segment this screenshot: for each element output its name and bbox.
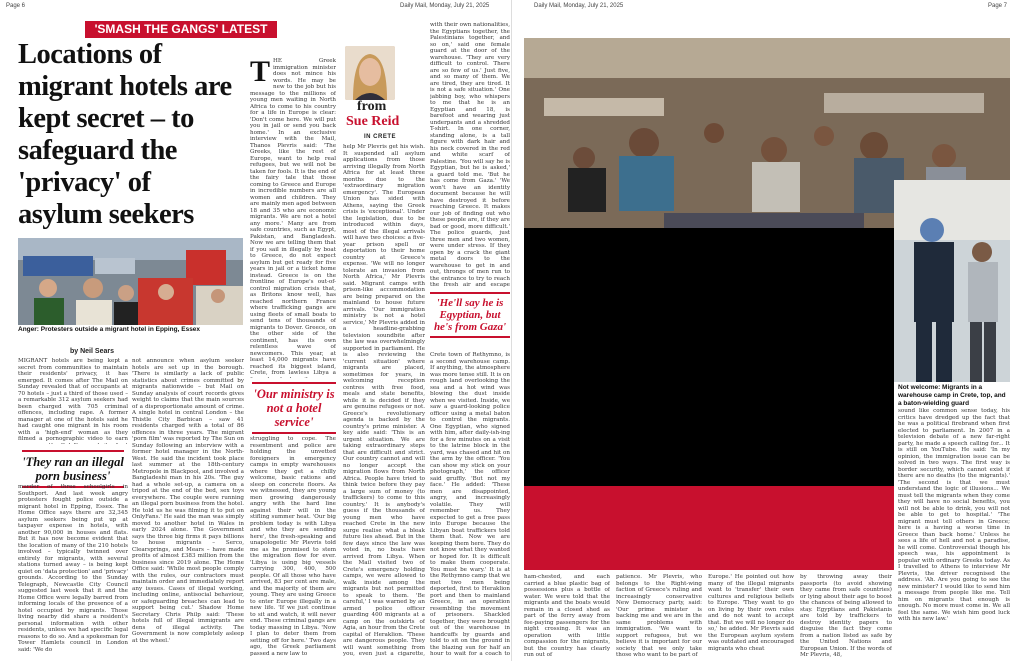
guard-photo xyxy=(894,180,1010,382)
folio: Page 7 xyxy=(988,3,1008,9)
article-col-1b: murder of three schoolgirls in Southport. And last week angry protesters fought police outside a migrant hotel in Epping, Essex. The Home Office says there are 32,345 asylum seekers being put up at taxpayer expense in hotels, with another 90,000 in houses and flats. But it has now become evident that the location of many of the 210 hotels involved – typically twinned over entirely for migrants, with several stations turned away – is being kept quiet on 'data protection' and 'privacy' grounds. According to the Sunday Telegraph, Newcastle City Council suggested last week that it and the Home Office were legally barred from informing locals of the presence of a hotel occupied by migrants. Those living nearby did share a resident's personal information with other residents, unless we had specific legal reasons to do so. And a spokesman for Tower Hamlets council in London said: 'We do xyxy=(18,484,128,653)
article-col-b1: ham-chested, and each carried a blue plastic bag of possessions plus a bottle of water. We were told that the migrants and the boats would remain in a closed shed as part of the ferry away from fee-paying passengers for the night crossing. It was an operation with little compassion for the migrants, but the country has clearly run out of xyxy=(524,574,610,658)
folio-date: Daily Mail, Monday, July 21, 2025 xyxy=(534,3,624,9)
article-col-b4: by throwing away their passports (to avoid showing they came from safe countries) or lying about their age to boost the chances of being allowed to stay. Egyptians and Pakistanis are told by traffickers to destroy identity papers to disguise the fact they come from a nation listed as safe by the United Nations and European Union. If the words of Mr Plevris, 48, xyxy=(800,574,892,658)
writer-location: IN CRETE xyxy=(364,134,397,140)
article-col-1a: MIGRANT hotels are being kept a secret from communities to maintain their residents' privacy, it has emerged. It comes after The Mail on Sunday revealed that of occupants at 70 hotels – just a third of those used – a remarkable 312 asylum seekers had been charged with 705 criminal offences, including rape. A former manager at one of the hotels said he had caught one migrant in his room with a 'high-end' woman as they filmed a pornographic video to earn xyxy=(18,358,128,442)
page-title: Locations of migrant hotels are kept secret – to safeguard the 'privacy' of asylum seekers xyxy=(18,39,232,230)
photo-caption: Not welcome: Migrants in a warehouse camp in Crete, top, and a baton-wielding guard xyxy=(898,384,1006,407)
col3a-text: HE Greek immigration minister does not mince his words. He may be new to the job but his message to the millions of young men waiting in North Africa to come to his country for a life in Europe is clear: 'Don't come here. We will put you in jail or send you back home.' In an exclusive interview with the Mail, Thanos Plevris said: 'The Greeks, like the rest of Europe, want to help real refugees, but we will not be taken for fools. It is the end of the fairy tale that those coming to Greece and Europe in incredible numbers are all women and children. They are mainly men aged between 18 and 35 who are economic migrants. We are not a hotel any more.' Many are from safe countries, such as Egypt, Pakistan, and Bangladesh. Now we are telling them that if you sail in illegally by boat to Greece, do not expect asylum but get ready for five years in jail or a ticket home instead. Greece is on the frontline of Europe's out-of-control migration crisis that, as Britons know well, has reached northern France where trafficking gangs are using fleets of small boats to send tens of thousands of migrants to Dover. Greece, on the other side of the continent, has its own relentless wave of newcomers. This year, at least 14,000 migrants have reached its biggest island, Crete, from lawless Libya a xyxy=(250,58,336,376)
pull-quote-porn: 'They ran an illegal porn business' xyxy=(22,450,124,488)
protest-photo xyxy=(18,238,243,325)
right-page xyxy=(512,0,1024,661)
article-col-3a: THE Greek immigration minister does not mince his words. He may be new to the job but his message to the millions of young men waiting in North Africa to come to his country for a life in Europe is clear: 'Don't come here. We will put you in jail or send you back home.' In an exclusive interview with the Mail, Thanos Plevris said: 'The Greeks, like the rest of Europe, want to help real refugees, but we will not be taken for fools. It is the end of the fairy tale that those coming to Greece and Europe in incredible numbers are all women and children. They are mainly men aged between 18 and 35 who are economic migrants. We are not a hotel any more.' Many are from safe countries, such as Egypt, Pakistan, and Bangladesh. Now we are telling them that if you sail in illegally by boat to Greece, do not expect asylum but get ready for five years in jail or a ticket home instead. Greece is on the frontline of Europe's out-of-control migration crisis that, as Britons know well, has reached northern France where trafficking gangs are using fleets of small boats to send tens of thousands of migrants to Dover. Greece, on the other side of the continent, has its own relentless wave of newcomers. This year, at least 14,000 migrants have reached its biggest island, Crete, from lawless Libya a xyxy=(250,58,336,378)
writer-portrait xyxy=(345,46,395,100)
writer-name: Sue Reid xyxy=(346,114,400,129)
article-col-b3: Europe.' He pointed out how many of the illegal migrants want to 'transfer' their own cultures and religious beliefs to Europe. 'They want to go on living by their own rules and do not want to accept that. But we will no longer do so,' he added. Mr Plevris said the European asylum system was outdated and encouraged migrants who cheat xyxy=(708,574,794,652)
article-col-4: help Mr Plevris get his wish. It suspended all asylum applications from those arriving illegally from North Africa for at least three months due to the 'extraordinary migration emergency'. The European Union has sided with Athens, saying the Greek crisis is 'exceptional'. Under the legislation, due to be introduced within days, most of the illegal arrivals will have two choices: a five-year prison spell or deportation to their home country at Greece's expense. 'We will no longer tolerate an invasion from North Africa,' Mr Plevris said. Migrant camps with prison-like accommodation are being prepared on the mainland to house future arrivals. 'Our immigration ministry is not a hotel service,' Mr Plevris added in a headline-grabbing television soundbite after the law was overwhelmingly supported in parliament. He is also reviewing the 'current situation' where migrants are placed, sometimes for years, in welcoming reception centres with free food, meals and state benefits, while it is decided if they are genuine refugees or not. Greece's revolutionary agenda is backed by the country's prime minister. A key aide said: 'This is an urgent situation. We are taking extraordinary steps that are difficult and strict. Our country cannot and will no longer accept the migration flows from North Africa. People have tried to think twice before they pay a large sum of money (to traffickers) to come to this country.' It is anybody's guess if the thousands of young men who have reached Crete in the new surge realise what a bleak future lies ahead. But in the few days since the law was voted in, no boats have arrived from Libya. When the Mail visited two of Crete's emergency holding camps, we were allowed to walk inside among the migrants but not permitted to speak to them. 'Be careful,' I was warned by an armed police officer guarding 400 migrants at a camp on the outskirts of Agia, an hour from the Crete capital of Heraklion. 'These are dangerous people. They will want something from you, even just a cigarette, xyxy=(343,144,425,657)
pull-quote-hotel: 'Our ministry is not a hotel service' xyxy=(252,382,336,434)
kicker-banner: 'SMASH THE GANGS' LATEST xyxy=(85,21,277,38)
article-col-3b: struggling to cope. The resentment and police are holding the unvetted foreigners in emergency camps in empty warehouses where they get a chilly welcome, basic rations and sleep on concrete floors. As we witnessed, they are young men growing dangerously angry with the hard line against their will in the stifling summer heat. 'Our big problem today is with Libya and who they are sending here', the fresh-speaking and unapologetic Mr Plevris told me as he promised to stem the migration flow for ever. 'Libya is using big vessels carrying 300, 400, 500 people. Of all those who have arrived, 83 per cent are male, and the majority of them are young. They are using Greece to enter Europe illegally in a new life. 'If we just continue to sit and watch, it will never end. These criminal gangs are today massing in Libya. 'Now I plan to deter them from setting off for here.' Two days ago, the Greek parliament passed a new law to xyxy=(250,436,336,657)
article-col-5a: with their own nationalities, the Egyptians together, the Palestinians together, and so on,' said one female guard at the door of the warehouse. 'They are very difficult to control. There are so few of us.' Just five, and so many of them. We are tired, they are tired. It is not a safe situation.' One jabbing boy, who whispers to me that he is an Egyptian and 18, is barefoot and wearing just underpants and a shredded T-shirt. In one corner, standing alone, is a tall figure with dark hair and his neck covered in the red and white scarf of Palestine. 'You will say he is Egyptian, but he is asked,' a guard told me. 'But he has come from Gaza.' 'We won't have an identity document because he will have destroyed it before reaching Greece. It makes our job of finding out who these people are, if they are bad or good, more difficult.' The police guards, just three men and two women, were under stress. If they open by a crack the giant metal doors to the warehouse to get in and out, throngs of men run to the entrance to try to reach the fresh air and escape xyxy=(430,22,510,288)
article-col-r1: sound like common sense today, his critics have dredged up the fact that he was a political firebrand when first elected to parliament. In 2007 in a television debate of a new far-right party, he made a speech calling for... It is still on YouTube. He said: 'In my opinion, the immigration issue can be solved in two ways. The first way is border security, which cannot exist if there are no deaths (to the migrants).' 'The second is that we must understand the logic of illusions... We must tell the migrants when they come they will have no social benefits, you will not be able to drink, you will not be able to get to hospital.' 'The migrant must tell others in Greece; here is a having a worse time in Greece than back home.' Unless he sees a life of hell and not a paradise, he will come. Controversial though his speech was, his appointment is popular with ordinary Greeks today. As I travelled to Athens to interview Mr Plevris, the driver recognised the address. 'Ah. Are you going to see the new minister? I would like to send him a message from people like me. Tell him on migrants that enough is enough. No more must come in. We all feel the same. We wish him good luck with his new law.' xyxy=(898,408,1010,622)
subhead-panel xyxy=(524,486,894,570)
pull-quote-gaza: 'He'll say he is Egyptian, but he's from Gaza' xyxy=(430,292,510,338)
article-col-b2: patience. Mr Plevris, who belongs to the Right-wing faction of Greece's ruling and increasingly conservative New Democracy party, said: 'Our prime minister is backing me and we are in the same problems with immigration. 'We want to support refugees, but we believe it is important for our society that we only take those who want to be part of xyxy=(616,574,702,658)
headline-panel xyxy=(524,228,894,486)
byline: by Neil Sears xyxy=(70,348,114,355)
photo-caption: Anger: Protesters outside a migrant hotel in Epping, Essex xyxy=(18,326,201,333)
article-col-5b: Crete town of Rethymno, is a second warehouse camp. If anything, the atmosphere was more tense still. It is on rough land overlooking the sea and a hot wind was blowing the dust inside when we visited. Inside, we saw a guard-looking police officer using a metal baton to control the migrants. One Egyptian, who signed with him, after daily-ish-ing for a few minutes on a visit to the latrine block in the yard, was chased and hit on the arm by the officer. 'You can show my stick on your photograph,' the officer said gruffly. 'But not my face.' He added: 'These men are disappointed, angry, and increasingly volatile. They will remember us. They expected to get a free pass into Europe because the Libyan boat traffickers told them that. Now we are keeping them here. They do not know what they wanted or hoped for. It is difficult to make them cooperate. You must be wary.' It is at the Rethymno camp that we met two men being deported, first to Heraklion port and then to mainland Greece, in an operation resembling the movement of prisoners. Shackled together, they were brought out of the warehouse in handcuffs by guards and told to sit on the ground in the blazing sun for half an hour to wait for a coach to xyxy=(430,352,510,657)
writer-from: from xyxy=(357,99,387,114)
article-col-2: not announce when asylum seeker hotels are set up in the borough. 'There is similarly a lack of public statistics about crimes committed by migrants nationwide – but Mail on Sunday analysis of court records gives weight to claims that the main sources of a disproportionate amount of crime. A single hotel in central London – the Thistle City Barbican – saw 41 residents charged with a total of 86 offences in three years. The migrant 'porn film' was reported by The Sun on Sunday following an interview with a former hotel manager in the North-West. He said the incident took place last summer at the 18th-century Metropole in Blackpool, and involved a Bangladeshi man in his 20s. 'The guy had a whole set-up, a camera on a tripod at the end of the bed, sex toys everywhere. The couple were running an illegal porn business from the hotel. He told us he was filming it to put on OnlyFans.' He said the man was simply moved to another hotel in Wales in early 2024 alone. The Government says the three big firms it pays billions to house migrants – Serco, Clearsprings, and Mears – have made profits of almost £383 million from the business since 2019 alone. The Home Office said: 'While most people comply with the rules, our contractors must maintain order and immediately report any issues. Cases of illegal working, including online, antisocial behaviour, or safeguarding breaches can lead to support being cut.' Shadow Home Secretary Chris Philp said: 'These hotels full of illegal immigrants are dens of illegal activity. The Government is now completely asleep at the wheel.' xyxy=(132,358,244,644)
folio: Page 6 xyxy=(6,3,26,9)
folio-date: Daily Mail, Monday, July 21, 2025 xyxy=(400,3,490,9)
